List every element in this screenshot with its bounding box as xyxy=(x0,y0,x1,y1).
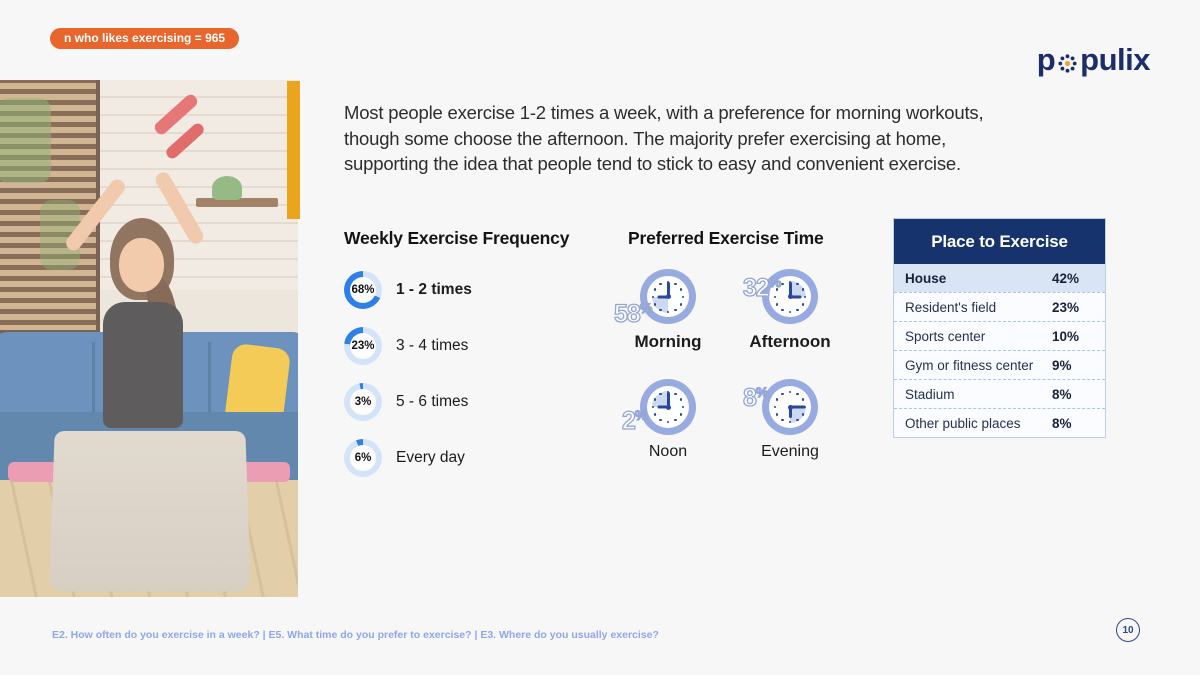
clock-hour-dot xyxy=(781,393,784,396)
clock-hour-dot xyxy=(652,406,655,409)
time-grid xyxy=(607,262,851,462)
sample-size-label: n who likes exercising = xyxy=(64,31,206,45)
frequency-label: Every day xyxy=(396,449,465,466)
frequency-item xyxy=(344,383,472,421)
footer-question-note: E2. How often do you exercise in a week? | E5. What time do you prefer to exercise? | E3. Where do you usually exercise? xyxy=(52,629,659,641)
donut-percent: 3% xyxy=(350,389,376,415)
clock-hour-dot xyxy=(802,303,805,306)
clock-hour-dot xyxy=(796,419,799,422)
places-table-header: Place to Exercise xyxy=(894,219,1105,264)
places-rows xyxy=(894,264,1105,437)
time-percent: 32% xyxy=(743,274,782,302)
place-value: 23% xyxy=(1052,299,1080,315)
clock-hour-dot xyxy=(680,288,683,291)
clock-hour-dot xyxy=(674,309,677,312)
time-label: Morning xyxy=(634,332,702,351)
donut-chart xyxy=(344,439,382,477)
frequency-list xyxy=(344,271,472,477)
clock-face xyxy=(769,386,811,428)
place-label: Gym or fitness center xyxy=(905,357,1034,373)
clock-face xyxy=(647,276,689,317)
sample-size-badge xyxy=(50,28,239,49)
time-item xyxy=(607,262,729,352)
place-value: 9% xyxy=(1052,357,1072,373)
time-label: Evening xyxy=(761,443,819,460)
time-item xyxy=(607,372,729,462)
frequency-label: 5 - 6 times xyxy=(396,393,469,410)
time-section-title: Preferred Exercise Time xyxy=(628,228,824,248)
place-value: 42% xyxy=(1052,270,1080,286)
logo-text-after: pulix xyxy=(1080,42,1150,77)
clock-hour-dot xyxy=(654,288,657,291)
place-label: Other public places xyxy=(905,415,1021,431)
clock-hour-dot xyxy=(654,413,657,416)
clock-hour-dot xyxy=(781,419,784,422)
place-label: Stadium xyxy=(905,386,955,402)
sample-size-value: 965 xyxy=(205,31,226,45)
clock-hour-dot xyxy=(659,309,662,312)
clock-hour-dot xyxy=(776,398,779,401)
table-row xyxy=(894,408,1105,437)
place-value: 10% xyxy=(1052,328,1080,344)
places-table xyxy=(893,218,1106,438)
place-label: Sports center xyxy=(905,328,986,344)
populix-logo-dots-icon xyxy=(1056,52,1079,75)
clock-hour-dot xyxy=(654,303,657,306)
logo-text-before: p xyxy=(1036,42,1056,77)
clock-hour-dot xyxy=(674,283,677,286)
clock-hour-dot xyxy=(654,398,657,401)
clock xyxy=(622,379,696,435)
clock-hour-dot xyxy=(802,288,805,291)
place-value: 8% xyxy=(1052,386,1072,402)
clock-hour-dot xyxy=(796,393,799,396)
table-row xyxy=(894,321,1105,350)
photo-overlay xyxy=(0,80,298,597)
clock-center-pin xyxy=(788,405,793,410)
clock-center-pin xyxy=(788,294,793,299)
clock-hour-dot xyxy=(680,303,683,306)
donut-chart xyxy=(344,327,382,365)
clock xyxy=(614,269,696,328)
table-row xyxy=(894,350,1105,379)
frequency-item xyxy=(344,439,472,477)
frequency-label: 3 - 4 times xyxy=(396,337,469,354)
clock-hour-dot xyxy=(659,419,662,422)
clock-hour-dot xyxy=(804,296,807,299)
donut-chart xyxy=(344,383,382,421)
donut-percent: 23% xyxy=(350,333,376,359)
summary-paragraph: Most people exercise 1-2 times a week, with a preference for morning workouts, though some choose the afternoon. The majority prefer exercising at home, supporting the idea that people tend to stick to easy and convenient exercise. xyxy=(344,102,984,174)
clock-hour-dot xyxy=(796,283,799,286)
place-value: 8% xyxy=(1052,415,1072,431)
clock-hour-dot xyxy=(781,283,784,286)
frequency-label: 1 - 2 times xyxy=(396,281,472,298)
time-percent: 8% xyxy=(743,384,769,412)
time-label: Noon xyxy=(648,443,688,460)
place-label: Resident's field xyxy=(905,299,997,315)
time-percent: 2% xyxy=(622,407,648,435)
clock-hour-dot xyxy=(659,283,662,286)
table-row xyxy=(894,292,1105,321)
clock-face xyxy=(647,386,689,428)
clock-hour-dot xyxy=(776,303,779,306)
clock-hour-dot xyxy=(802,398,805,401)
time-item xyxy=(729,372,851,462)
clock-hour-dot xyxy=(682,296,685,299)
donut-percent: 6% xyxy=(350,445,376,471)
clock-hour-dot xyxy=(659,393,662,396)
clock-hour-dot xyxy=(680,398,683,401)
table-row xyxy=(894,379,1105,408)
exercise-photo xyxy=(0,80,298,597)
frequency-item xyxy=(344,271,472,309)
time-label: Afternoon xyxy=(749,332,831,351)
clock-hour-dot xyxy=(796,309,799,312)
clock-hour-dot xyxy=(667,311,670,314)
frequency-item xyxy=(344,327,472,365)
clock-hour-dot xyxy=(781,309,784,312)
clock-hour-dot xyxy=(674,393,677,396)
clock-center-pin xyxy=(666,294,671,299)
clock xyxy=(743,269,818,324)
clock-hour-dot xyxy=(789,311,792,314)
clock-ring-icon xyxy=(762,379,818,435)
populix-logo xyxy=(1037,42,1150,78)
place-label: House xyxy=(905,270,947,286)
clock-hour-dot xyxy=(680,413,683,416)
table-row xyxy=(894,264,1105,292)
clock-center-pin xyxy=(666,405,671,410)
clock-ring-icon xyxy=(640,379,696,435)
time-item xyxy=(729,262,851,352)
time-percent: 58% xyxy=(614,300,653,328)
frequency-section-title: Weekly Exercise Frequency xyxy=(344,228,570,248)
clock-hour-dot xyxy=(774,406,777,409)
clock-hour-dot xyxy=(674,419,677,422)
clock-hour-dot xyxy=(776,413,779,416)
clock-hour-dot xyxy=(789,391,792,394)
clock xyxy=(743,379,818,435)
donut-chart xyxy=(344,271,382,309)
clock-hour-dot xyxy=(667,421,670,424)
page-number: 10 xyxy=(1116,618,1140,642)
yellow-accent-bar xyxy=(287,81,300,219)
clock-hour-dot xyxy=(802,413,805,416)
clock-hour-dot xyxy=(682,406,685,409)
donut-percent: 68% xyxy=(350,277,376,303)
